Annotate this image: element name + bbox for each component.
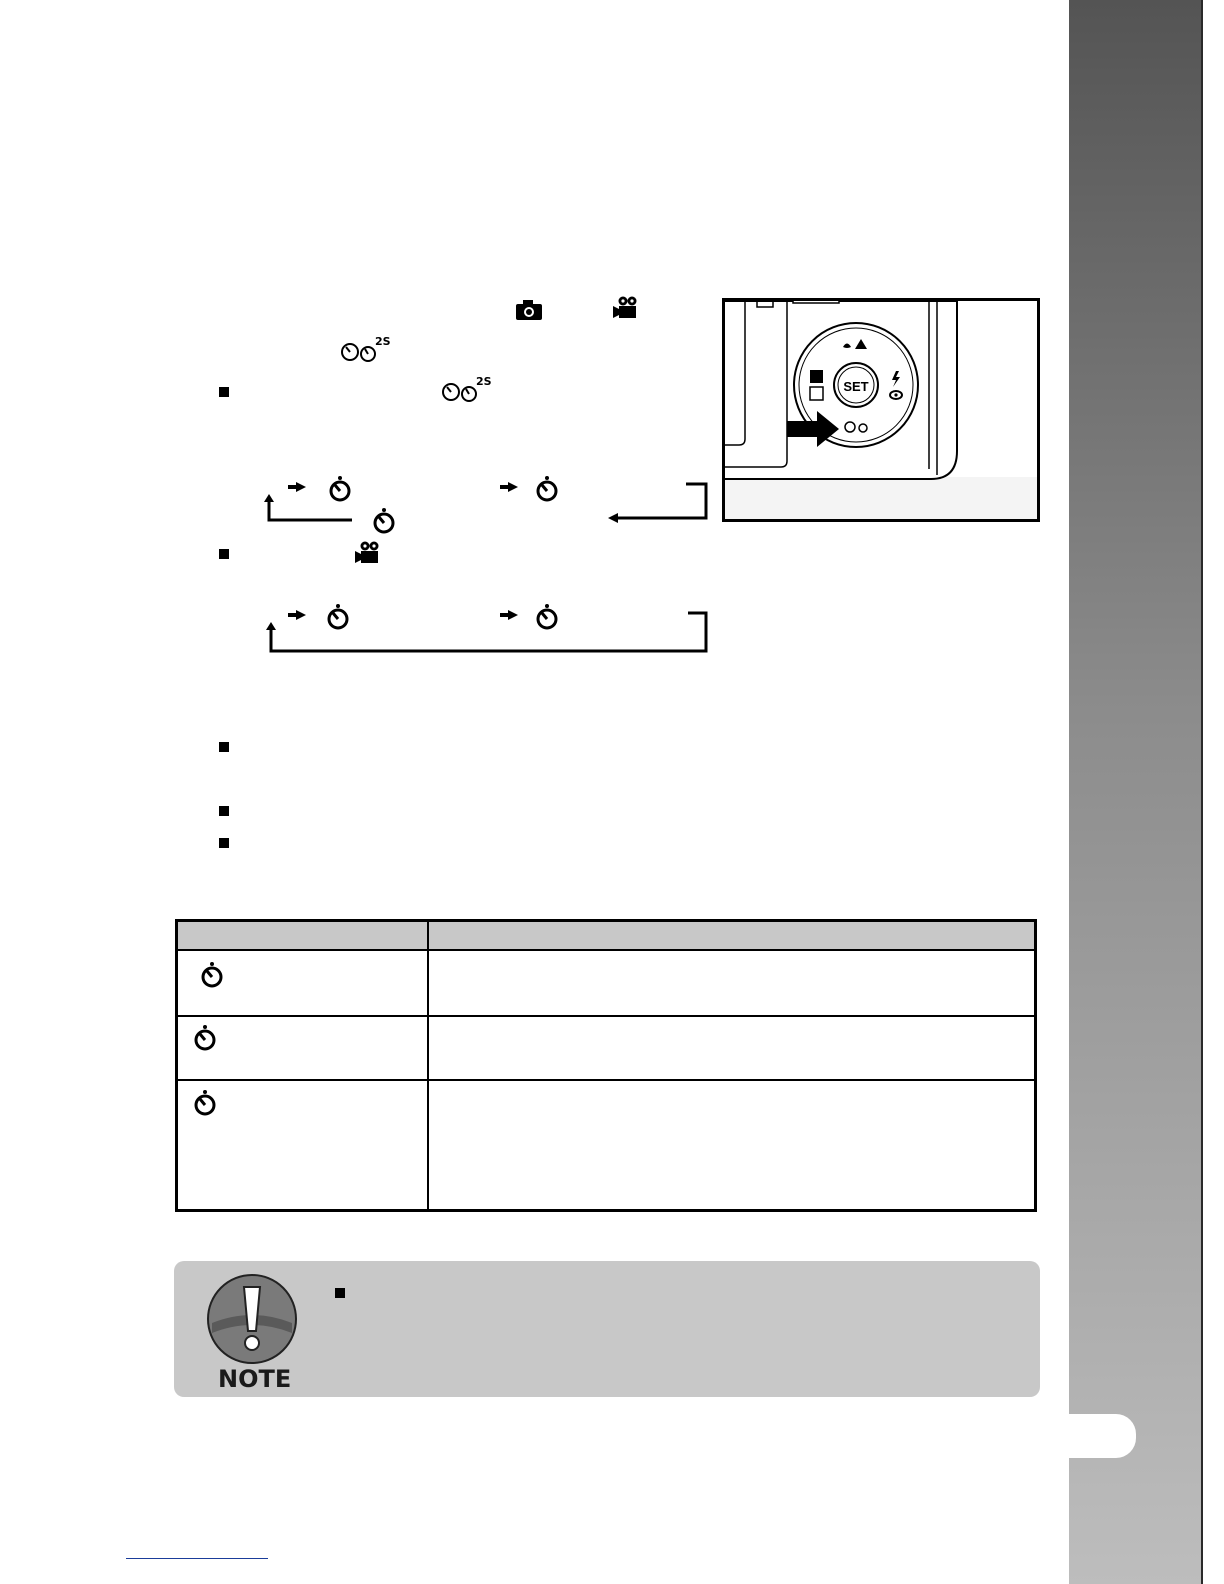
movie-mode-cycle-diagram [260, 602, 720, 667]
self-timer-icon [192, 1024, 218, 1057]
arrow-right-icon [288, 482, 306, 492]
note-label: NOTE [218, 1365, 292, 1393]
bullet-marker [335, 1288, 345, 1298]
table-row-divider [178, 1079, 1034, 1081]
table-header-row [178, 922, 1034, 951]
arrow-right-icon [288, 610, 306, 620]
self-timer-2s-icon [340, 334, 392, 369]
self-timer-icon [375, 508, 393, 532]
self-timer-icon [329, 604, 347, 628]
bullet-marker [219, 742, 229, 752]
self-timer-2s-icon [441, 374, 493, 409]
self-timer-icon [331, 476, 349, 500]
exclamation-icon [206, 1273, 298, 1370]
self-timer-icon [538, 476, 556, 500]
still-mode-cycle-diagram [260, 474, 720, 549]
arrow-right-icon [500, 610, 518, 620]
bullet-marker [219, 838, 229, 848]
camera-back-illustration [722, 298, 1040, 522]
sidebar-edge-line [1201, 0, 1203, 1584]
self-timer-icon [199, 961, 225, 994]
bullet-marker [219, 806, 229, 816]
note-box [174, 1261, 1040, 1397]
footer-link-underline [126, 1558, 268, 1559]
bullet-marker [219, 549, 229, 559]
self-timer-icon [538, 604, 556, 628]
table-row-divider [178, 1015, 1034, 1017]
arrow-right-icon [500, 482, 518, 492]
table-column-divider [427, 922, 429, 1212]
movie-icon [354, 541, 380, 570]
self-timer-mode-table [175, 919, 1037, 1212]
set-button-label: SET [843, 379, 869, 394]
page-number-tab [1069, 1414, 1136, 1458]
svg-text:2S: 2S [476, 375, 492, 388]
movie-icon [612, 296, 638, 325]
self-timer-icon [192, 1089, 218, 1122]
chapter-sidebar [1069, 0, 1201, 1584]
bullet-marker [219, 387, 229, 397]
camera-icon [515, 299, 543, 326]
svg-text:2S: 2S [375, 335, 391, 348]
